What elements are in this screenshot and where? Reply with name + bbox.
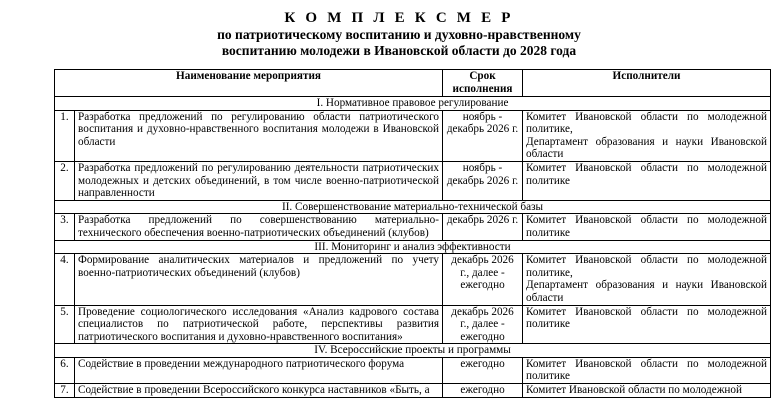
measure-name: Содействие в проведении международного патриотического форума [75, 357, 443, 383]
table-row [55, 384, 771, 398]
measure-name: Разработка предложений по регулированию деятельности патриотических молодежных и детских объединений, в том числе военно-патриотической направленности [75, 161, 443, 200]
section-row [55, 344, 771, 358]
row-number: 2. [55, 161, 75, 200]
executors [523, 110, 771, 161]
executor-item: Комитет Ивановской области по молодежной политике [526, 161, 768, 187]
table-row [55, 254, 771, 305]
executors [523, 305, 771, 344]
deadline: ежегодно [443, 357, 523, 383]
deadline: декабрь 2026 г. [443, 214, 523, 240]
executor-item: Департамент образования и науки Ивановской области [526, 279, 768, 304]
executor-item: Департамент образования и науки Ивановской области [526, 135, 768, 161]
executor-item: Комитет Ивановской области по молодежной [526, 384, 743, 397]
executors [523, 161, 771, 200]
deadline: ноябрь - декабрь 2026 г. [443, 161, 523, 200]
table-header-row [55, 70, 771, 97]
deadline: ноябрь - декабрь 2026 г. [443, 110, 523, 161]
row-number: 5. [55, 305, 75, 344]
measure-name: Проведение социологического исследования «Анализ кадрового состава специалистов по патриотической работе, перспективы развития патриотического воспитания и духовно-нравственного воспитания» [75, 305, 443, 344]
table-row [55, 305, 771, 344]
executor-item: Комитет Ивановской области по молодежной политике, [526, 110, 768, 136]
table-body [55, 97, 771, 398]
section-row [55, 97, 771, 111]
deadline: декабрь 2026 г., далее - ежегодно [443, 305, 523, 344]
section-title: I. Нормативное правовое регулирование [55, 97, 771, 111]
measures-table [54, 69, 771, 398]
section-row [55, 240, 771, 254]
header-name: Наименование мероприятия [55, 70, 443, 97]
header-term: Срок исполнения [443, 70, 523, 97]
executors [523, 357, 771, 383]
executor-item: Комитет Ивановской области по молодежной политике [526, 214, 768, 239]
header-executors: Исполнители [523, 70, 771, 97]
deadline: декабрь 2026 г., далее - ежегодно [443, 254, 523, 305]
row-number: 7. [55, 384, 75, 398]
executors [523, 214, 771, 240]
row-number: 4. [55, 254, 75, 305]
section-title: II. Совершенствование материально-технической базы [55, 200, 771, 214]
measure-name: Содействие в проведении Всероссийского конкурса наставников «Быть, а [75, 384, 443, 398]
executors [523, 384, 771, 398]
measure-name: Формирование аналитических материалов и предложений по учету военно-патриотических объединений (клубов) [75, 254, 443, 305]
title-subheading-1: по патриотическому воспитанию и духовно-нравственному [217, 27, 581, 42]
row-number: 3. [55, 214, 75, 240]
measure-name: Разработка предложений по совершенствованию материально-технического обеспечения военно-патриотических объединений (клубов) [75, 214, 443, 240]
title-subheading-2: воспитанию молодежи в Ивановской области до 2028 года [221, 42, 577, 58]
executors [523, 254, 771, 305]
section-row [55, 200, 771, 214]
table-row [55, 110, 771, 161]
deadline: ежегодно [443, 384, 523, 398]
executor-item: Комитет Ивановской области по молодежной политике, [526, 254, 768, 279]
table-row [55, 214, 771, 240]
measure-name: Разработка предложений по регулированию области патриотического воспитания и духовно-нравственного воспитания молодежи в Ивановской области [75, 110, 443, 161]
table-row [55, 357, 771, 383]
executor-item: Комитет Ивановской области по молодежной политике [526, 357, 768, 383]
row-number: 6. [55, 357, 75, 383]
section-title: IV. Всероссийские проекты и программы [55, 344, 771, 358]
title-heading: К О М П Л Е К С М Е Р [284, 10, 514, 26]
table-row [55, 161, 771, 200]
section-title: III. Мониторинг и анализ эффективности [55, 240, 771, 254]
row-number: 1. [55, 110, 75, 161]
executor-item: Комитет Ивановской области по молодежной политике [526, 305, 768, 331]
document-title [0, 10, 780, 58]
